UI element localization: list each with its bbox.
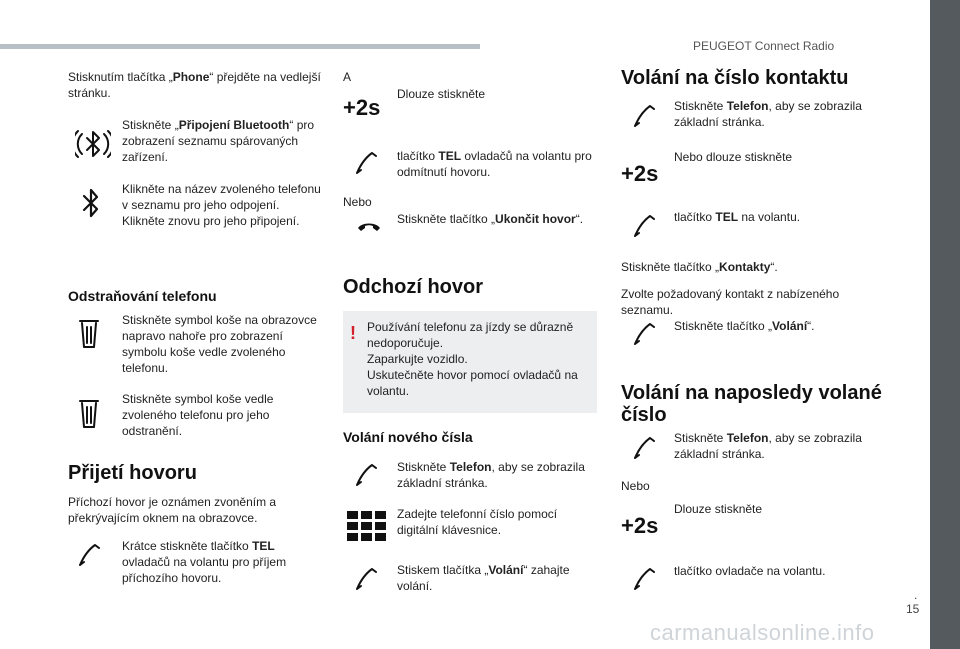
page-dot: . — [914, 588, 918, 602]
click-phone-text: Klikněte na název zvoleného telefonu v seznamu pro jeho odpojení. Klikněte znovu pro jeho připojení. — [122, 182, 321, 228]
phone-handset-icon — [633, 567, 657, 591]
warning-icon: ! — [350, 323, 356, 343]
hang-up-icon — [357, 220, 381, 232]
phone-handset-icon — [355, 463, 379, 487]
hold-2s-icon — [343, 92, 385, 122]
new-number-heading: Volání nového čísla — [343, 429, 473, 445]
phone-handset-icon — [355, 567, 379, 591]
last-number-step-3: tlačítko ovladače na volantu. — [674, 564, 826, 578]
remove-step-1: Stiskněte symbol koše na obrazovce napravo nahoře pro zobrazení symbolu koše vedle zvoleného telefonu. — [122, 313, 317, 375]
top-rule — [0, 44, 480, 49]
phone-handset-icon — [633, 104, 657, 128]
remove-step-2: Stiskněte symbol koše vedle zvoleného telefonu pro jeho odstranění. — [122, 392, 274, 438]
last-number-step-1: Stiskněte Telefon, aby se zobrazila základní stránka. — [674, 431, 862, 461]
side-tab — [930, 0, 960, 649]
receive-call-step: Krátce stiskněte tlačítko TEL ovladačů na volantu pro příjem příchozího hovoru. — [122, 539, 287, 585]
new-number-step-2: Zadejte telefonní číslo pomocí digitální klávesnice. — [397, 507, 558, 537]
svg-text:+2s: +2s — [621, 513, 659, 538]
bluetooth-connection-text: Stiskněte „Připojení Bluetooth“ pro zobrazení seznamu spárovaných zařízení. — [122, 118, 315, 164]
phone-handset-icon — [633, 436, 657, 460]
tel-reject-text: tlačítko TEL ovladačů na volantu pro odmítnutí hovoru. — [397, 149, 592, 179]
last-or-label: Nebo — [621, 479, 650, 493]
bluetooth-wave-icon — [75, 126, 111, 162]
contact-step-6: Stiskněte tlačítko „Volání“. — [674, 319, 815, 333]
receive-call-heading: Přijetí hovoru — [68, 462, 197, 484]
hold-2s-icon — [621, 158, 663, 188]
or-label: Nebo — [343, 195, 372, 209]
contact-step-3: tlačítko TEL na volantu. — [674, 210, 801, 224]
remove-phone-heading: Odstraňování telefonu — [68, 288, 217, 304]
last-number-heading: Volání na naposledy volané číslo — [621, 382, 882, 426]
intro-text: Stisknutím tlačítka „Phone“ přejděte na vedlejší stránku. — [68, 70, 321, 100]
phone-handset-icon — [633, 214, 657, 238]
hold-2s-icon — [621, 510, 663, 540]
warning-box — [343, 311, 597, 413]
svg-text:+2s: +2s — [343, 95, 381, 120]
label-a: A — [343, 70, 352, 84]
bluetooth-icon — [80, 186, 102, 220]
contact-step-4: Stiskněte tlačítko „Kontakty“. — [621, 260, 778, 274]
long-press-text: Dlouze stiskněte — [397, 87, 486, 101]
end-call-text: Stiskněte tlačítko „Ukončit hovor“. — [397, 212, 584, 226]
page-number: 15 — [906, 602, 920, 616]
phone-handset-icon — [355, 151, 379, 175]
new-number-step-1: Stiskněte Telefon, aby se zobrazila základní stránka. — [397, 460, 585, 490]
phone-handset-icon — [633, 322, 657, 346]
svg-text:+2s: +2s — [621, 161, 659, 186]
receive-call-intro: Příchozí hovor je oznámen zvoněním a překrývajícím oknem na obrazovce. — [68, 495, 277, 525]
page-header: PEUGEOT Connect Radio — [693, 39, 835, 53]
trash-icon — [78, 398, 100, 430]
trash-icon — [78, 318, 100, 350]
watermark: carmanualsonline.info — [650, 620, 875, 645]
contact-step-2: Nebo dlouze stiskněte — [674, 150, 793, 164]
phone-handset-icon — [78, 543, 102, 567]
warning-text: Používání telefonu za jízdy se důrazně nedoporučuje. Zaparkujte vozidlo. Uskutečněte hovor pomocí ovladačů na volantu. — [367, 320, 578, 398]
new-number-step-3: Stiskem tlačítka „Volání“ zahajte volání. — [397, 563, 570, 593]
contact-call-heading: Volání na číslo kontaktu — [621, 67, 849, 89]
outgoing-call-heading: Odchozí hovor — [343, 276, 483, 298]
last-number-step-2: Dlouze stiskněte — [674, 502, 763, 516]
contact-step-1: Stiskněte Telefon, aby se zobrazila základní stránka. — [674, 99, 862, 129]
keypad-icon — [347, 511, 386, 541]
contact-step-5: Zvolte požadovaný kontakt z nabízeného seznamu. — [621, 287, 840, 317]
